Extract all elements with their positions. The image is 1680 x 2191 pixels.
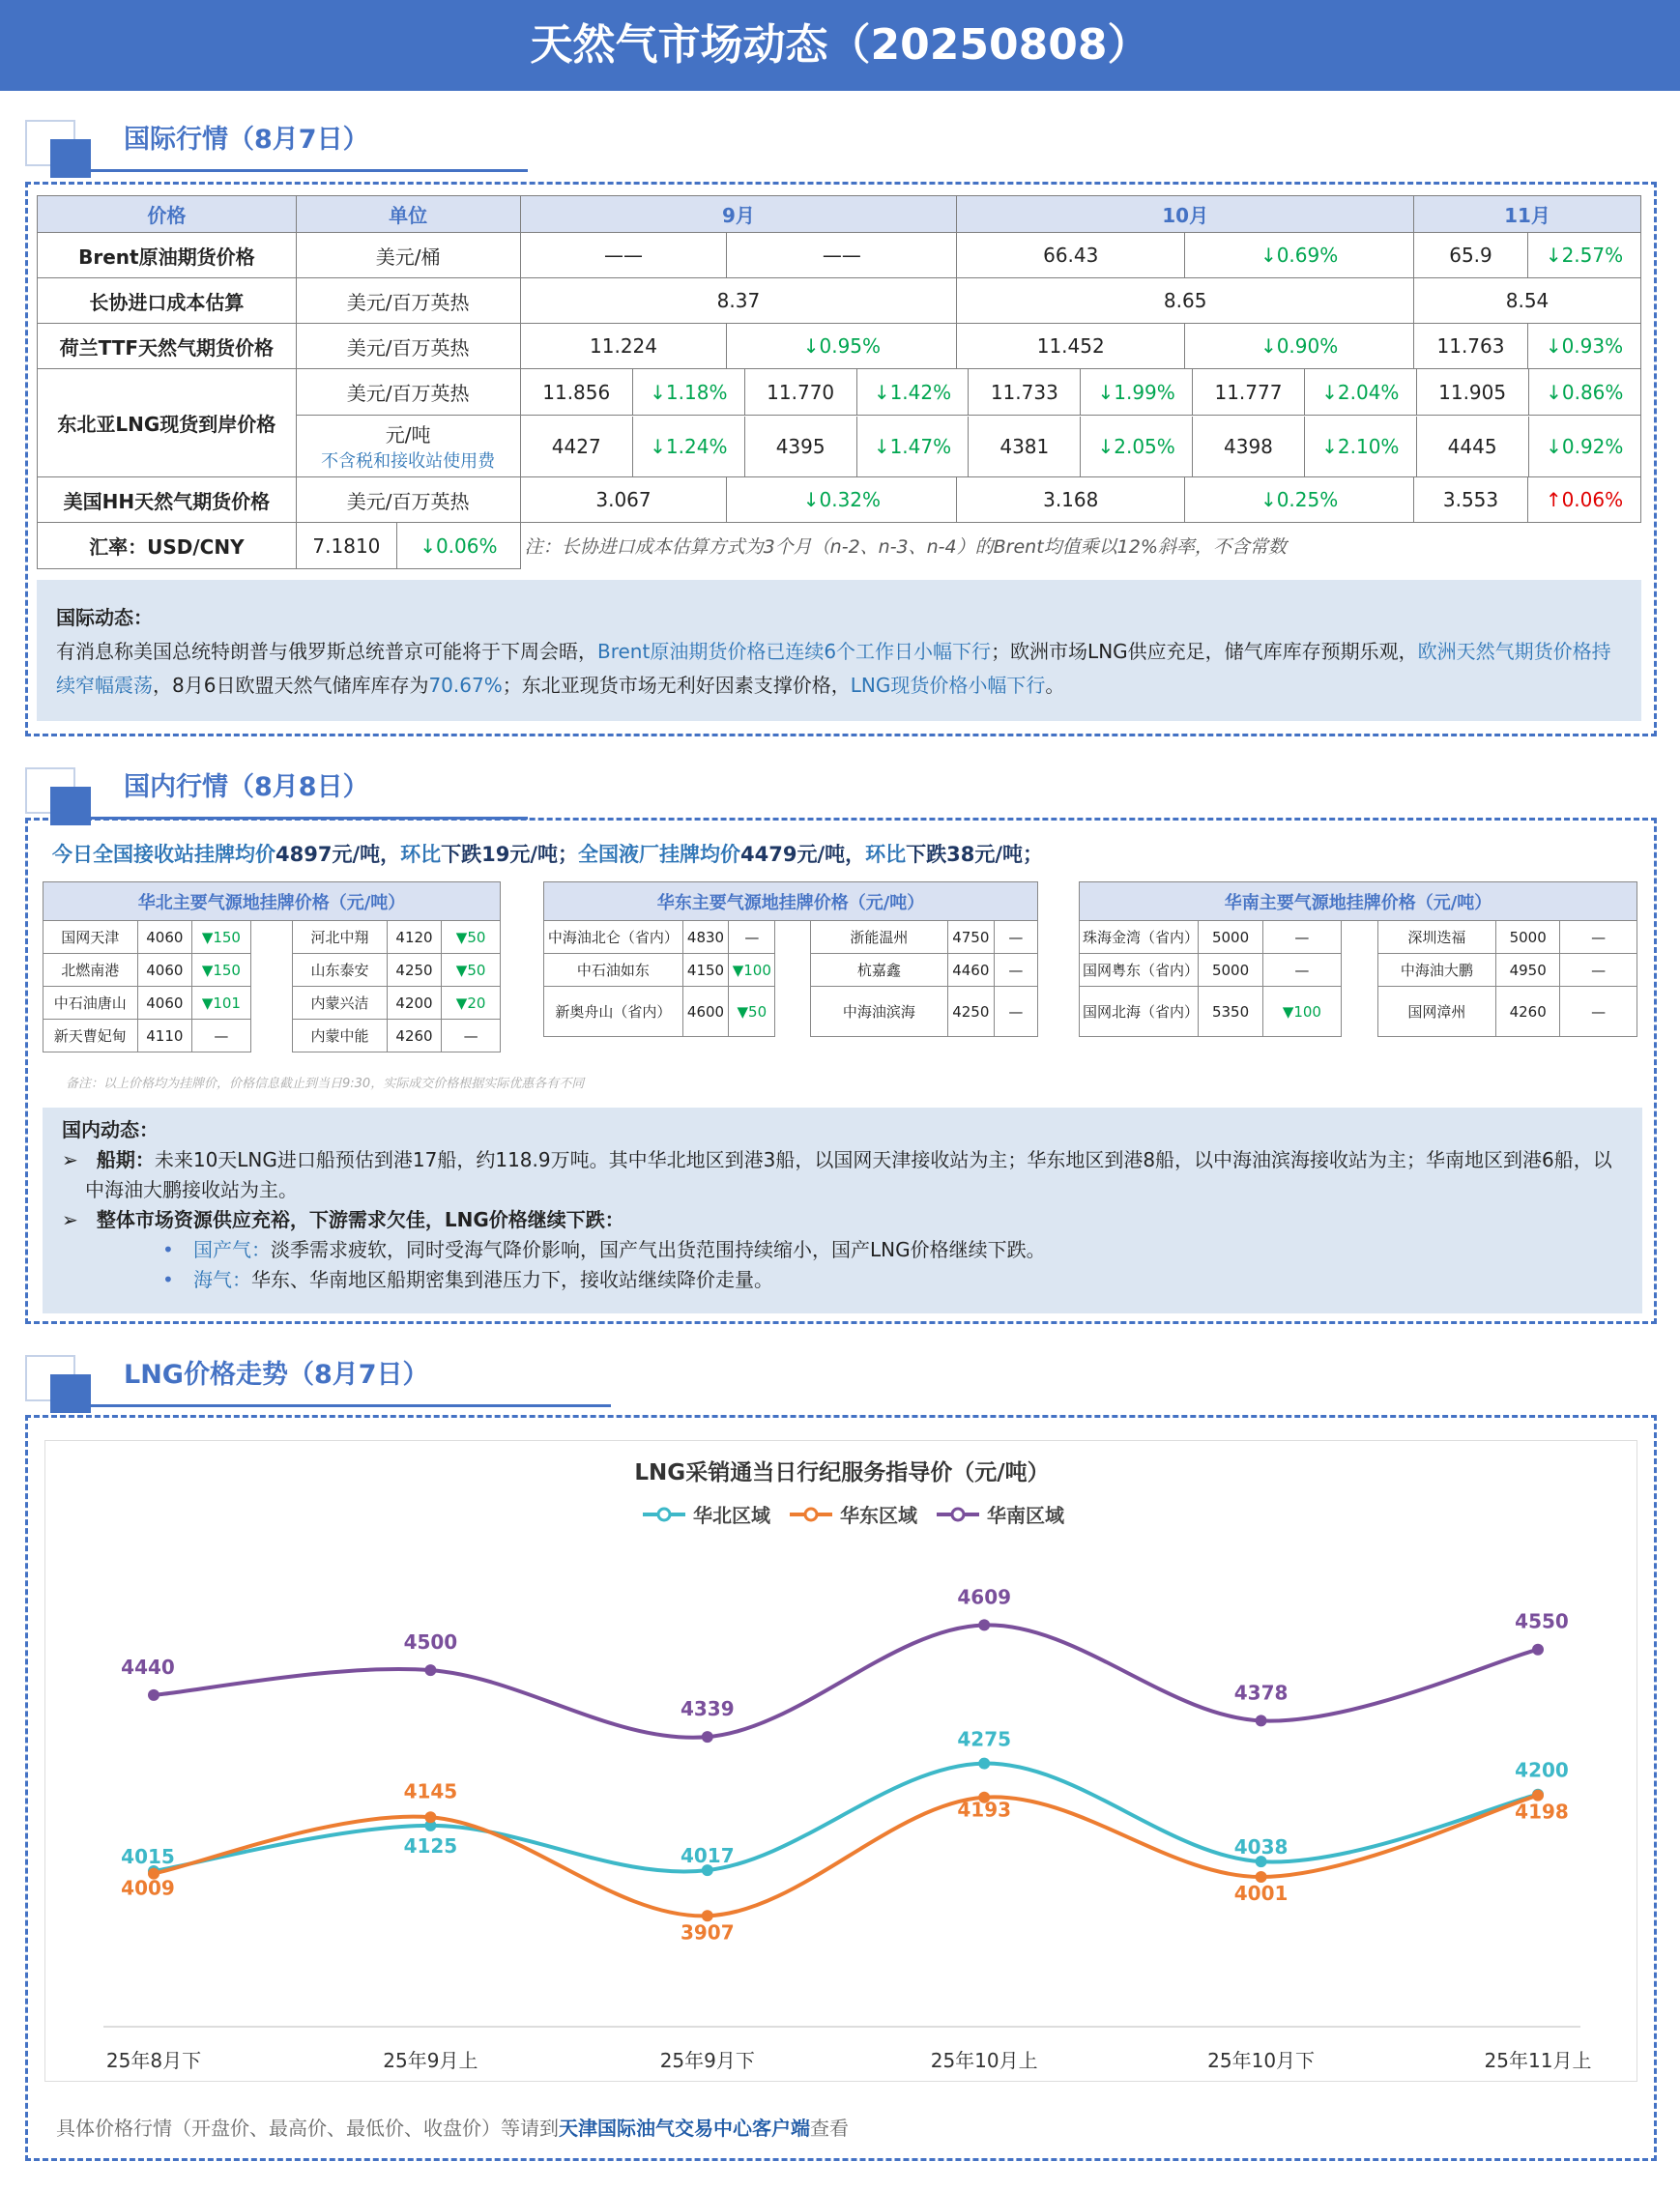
table-gap	[1342, 921, 1378, 954]
source-price: 4110	[137, 1020, 191, 1052]
text: 4897元/吨，	[275, 843, 401, 866]
source-name: 国网粤东（省内）	[1080, 954, 1199, 987]
table-row	[38, 477, 1641, 523]
source-name: 浙能温州	[810, 921, 947, 954]
row-unit	[296, 416, 520, 477]
table-row	[38, 369, 1641, 416]
sub-text: 淡季需求疲软，同时受海气降价影响，国产气出货范围持续缩小，国产LNG价格继续下跌。	[271, 1238, 1046, 1261]
source-change: ▼150	[192, 921, 251, 954]
table-row	[43, 1020, 501, 1052]
list-item	[62, 1235, 1623, 1265]
col-header-sep: 9月	[520, 196, 957, 233]
cell-change: ↓0.90%	[1185, 324, 1414, 369]
table-gap	[775, 987, 811, 1037]
list-item	[62, 1145, 1623, 1205]
legend-marker-2	[952, 1509, 964, 1520]
section-title-dom: 国内行情（8月8日）	[124, 772, 369, 802]
cell-value: 11.856	[521, 369, 633, 415]
text: ；东北亚现货市场无利好因素支撑价格，	[502, 674, 851, 697]
text: 有消息称美国总统特朗普与俄罗斯总统普京可能将于下周会晤，	[56, 640, 597, 663]
cell-change: ↓1.24%	[632, 417, 744, 476]
text: 全国液厂挂牌均价	[578, 843, 741, 866]
row-name: 荷兰TTF天然气期货价格	[38, 324, 297, 369]
table-row	[43, 987, 501, 1020]
source-name: 北燃南港	[43, 954, 138, 987]
source-change: ▼20	[442, 987, 501, 1020]
bullet-head: 船期：	[96, 1148, 155, 1171]
row-name: 长协进口成本估算	[38, 278, 297, 324]
table-note: 注：长协进口成本估算方式为3个月（n-2、n-3、n-4）的Brent均值乘以12%斜率，不含常数	[524, 536, 1287, 559]
cell-value: 4395	[744, 417, 856, 476]
dom-summary	[52, 839, 1043, 868]
cell-value: 8.54	[1414, 278, 1641, 324]
table-title: 华南主要气源地挂牌价格（元/吨）	[1080, 882, 1637, 921]
highlight: Brent原油期货价格已连续6个工作日小幅下行	[597, 640, 992, 663]
unit-cny: 元/吨	[385, 423, 431, 447]
data-label: 4440	[121, 1655, 175, 1679]
source-name: 中海油北仑（省内）	[544, 921, 683, 954]
table-row	[43, 921, 501, 954]
sub-text: 华东、华南地区船期密集到港压力下，接收站继续降价走量。	[251, 1268, 773, 1291]
series-line-0	[154, 1764, 1538, 1872]
source-price: 4060	[137, 954, 191, 987]
x-tick-label: 25年10月上	[930, 2049, 1038, 2072]
source-change: ▼50	[442, 954, 501, 987]
source-change: ▼50	[729, 987, 775, 1037]
table-gap	[1342, 954, 1378, 987]
cell-value: 3.168	[957, 477, 1185, 523]
list-item	[62, 1265, 1623, 1295]
source-price: 4750	[947, 921, 994, 954]
source-name: 山东泰安	[293, 954, 388, 987]
text: 环比	[400, 843, 442, 866]
lng-usd-cells	[520, 369, 1640, 416]
cell-value: 66.43	[957, 233, 1185, 278]
data-label: 4378	[1233, 1681, 1289, 1705]
text: 环比	[865, 843, 907, 866]
footer-note	[56, 2113, 849, 2141]
data-point	[148, 1689, 159, 1701]
cell-change: ↓0.86%	[1546, 380, 1624, 404]
source-price: 5000	[1199, 954, 1262, 987]
source-price: 4200	[387, 987, 441, 1020]
cell-value: 11.763	[1414, 324, 1528, 369]
source-change: ▼150	[192, 954, 251, 987]
legend-label-0: 华北区域	[693, 1504, 770, 1527]
south-price-table	[1079, 881, 1637, 1037]
table-row	[1080, 954, 1637, 987]
cell-value: 11.905	[1416, 369, 1528, 415]
x-tick-label: 25年11月上	[1484, 2049, 1592, 2072]
data-point	[978, 1619, 990, 1630]
section-underline	[50, 169, 528, 172]
cell-change: ↓2.10%	[1304, 417, 1416, 476]
legend-label-2: 华南区域	[987, 1504, 1064, 1527]
price-memo: 备注：以上价格均为挂牌价，价格信息截止到当日9:30，实际成交价格根据实际优惠各有不同	[66, 1077, 585, 1091]
table-gap	[775, 921, 811, 954]
data-label: 4275	[957, 1727, 1012, 1751]
table-gap	[250, 1020, 292, 1052]
source-price: 5000	[1496, 921, 1560, 954]
list-item	[62, 1205, 1623, 1235]
source-price: 4260	[1496, 987, 1560, 1037]
chart-title: LNG采销通当日行纪服务指导价（元/吨）	[634, 1460, 1050, 1485]
source-change: ▼100	[729, 954, 775, 987]
row-unit: 美元/百万英热	[296, 324, 520, 369]
cell-value: 8.65	[957, 278, 1414, 324]
x-tick-label: 25年8月下	[105, 2049, 202, 2072]
arrow-icon: ➢	[62, 1148, 78, 1171]
source-change: —	[994, 921, 1037, 954]
cell-change: ↓2.57%	[1527, 233, 1640, 278]
x-tick-label: 25年9月下	[659, 2049, 755, 2072]
source-name: 珠海金湾（省内）	[1080, 921, 1199, 954]
cell-value: 11.733	[969, 369, 1081, 415]
cell-change: ↓1.99%	[1081, 369, 1193, 415]
source-name: 国网天津	[43, 921, 138, 954]
sub-head: 国产气：	[193, 1238, 271, 1261]
source-price: 4150	[682, 954, 729, 987]
east-price-table	[543, 881, 1038, 1037]
section-title-intl: 国际行情（8月7日）	[124, 125, 369, 155]
text: 。	[1045, 674, 1065, 697]
cell-change: ↓0.93%	[1527, 324, 1640, 369]
data-label: 4193	[957, 1798, 1012, 1822]
cell-value: 11.770	[744, 369, 856, 415]
text: ；欧洲市场LNG供应充足，储气库库存预期乐观，	[991, 640, 1418, 663]
cell-value: 4427	[521, 417, 633, 476]
data-point	[424, 1664, 436, 1676]
source-name: 中海油大鹏	[1377, 954, 1495, 987]
x-tick-label: 25年10月下	[1207, 2049, 1316, 2072]
cell-change: ↓0.95%	[727, 324, 957, 369]
source-change: —	[729, 921, 775, 954]
source-name: 新奥舟山（省内）	[544, 987, 683, 1037]
arrow-icon: ➢	[62, 1208, 78, 1231]
cell-value: 65.9	[1414, 233, 1528, 278]
col-header-unit: 单位	[296, 196, 520, 233]
section-deco-square-filled	[50, 1374, 91, 1413]
data-label: 4200	[1515, 1758, 1569, 1782]
x-tick-label: 25年9月上	[383, 2049, 478, 2072]
cell-value: 4381	[969, 417, 1081, 476]
data-label: 4038	[1233, 1835, 1289, 1859]
section-title-trend: LNG价格走势（8月7日）	[124, 1360, 429, 1390]
north-price-table	[43, 881, 501, 1052]
source-price: 5350	[1199, 987, 1262, 1037]
data-label: 3907	[680, 1920, 735, 1945]
intl-dyn-text	[56, 635, 1622, 703]
data-label: 4500	[403, 1630, 458, 1655]
dom-dynamics	[43, 1108, 1642, 1313]
highlight: 70.67%	[428, 674, 503, 697]
source-name: 中海油滨海	[810, 987, 947, 1037]
cell-change: ↓0.32%	[727, 477, 957, 523]
highlight: LNG现货价格小幅下行	[850, 674, 1046, 697]
source-price: 4120	[387, 921, 441, 954]
table-row	[43, 954, 501, 987]
cell-value: 4398	[1193, 417, 1305, 476]
source-change: ▼101	[192, 987, 251, 1020]
cell-change: ↓1.18%	[632, 369, 744, 415]
table-gap	[775, 954, 811, 987]
source-price: 4600	[682, 987, 729, 1037]
source-price: 4260	[387, 1020, 441, 1052]
data-label: 4198	[1515, 1800, 1569, 1824]
source-change: —	[1560, 954, 1637, 987]
series-line-2	[154, 1625, 1538, 1737]
source-name: 中石油唐山	[43, 987, 138, 1020]
bullet-dot-icon: •	[162, 1268, 174, 1291]
data-point	[978, 1758, 990, 1770]
cell-change: ↓0.25%	[1185, 477, 1414, 523]
cell-change: ↓1.42%	[856, 369, 969, 415]
table-row	[38, 278, 1641, 324]
page-title: 天然气市场动态（20250808）	[0, 0, 1680, 91]
source-change: —	[994, 987, 1037, 1037]
dom-dyn-title: 国内动态：	[62, 1118, 159, 1141]
source-price: 4060	[137, 987, 191, 1020]
table-row	[544, 954, 1038, 987]
cell-value: 11.452	[957, 324, 1185, 369]
data-point	[424, 1811, 436, 1823]
source-name: 内蒙中能	[293, 1020, 388, 1052]
source-price: 4250	[947, 987, 994, 1037]
table-row	[1080, 987, 1637, 1037]
text: 今日全国接收站挂牌均价	[52, 843, 275, 866]
col-header-nov: 11月	[1414, 196, 1641, 233]
source-change: —	[1262, 954, 1341, 987]
cell-value: ——	[520, 233, 727, 278]
table-row	[38, 324, 1641, 369]
text: 下跌38元/吨；	[906, 843, 1044, 866]
table-row	[1080, 921, 1637, 954]
data-point	[1532, 1644, 1544, 1656]
source-change: ▼50	[442, 921, 501, 954]
data-point	[1256, 1715, 1267, 1726]
source-price: 5000	[1199, 921, 1262, 954]
data-label: 4145	[403, 1779, 458, 1803]
intl-price-table	[37, 195, 1641, 569]
source-price: 4950	[1496, 954, 1560, 987]
source-change: —	[1560, 987, 1637, 1037]
fx-cells	[296, 523, 520, 569]
cell-change: ↓1.47%	[856, 417, 969, 476]
source-name: 内蒙兴洁	[293, 987, 388, 1020]
source-name: 河北中翔	[293, 921, 388, 954]
legend-label-1: 华东区域	[840, 1504, 917, 1527]
source-name: 新天曹妃甸	[43, 1020, 138, 1052]
data-label: 4015	[121, 1845, 175, 1868]
table-row	[544, 921, 1038, 954]
text: 下跌19元/吨；	[441, 843, 579, 866]
bullet-head: 整体市场资源供应充裕，下游需求欠佳，LNG价格继续下跌：	[96, 1208, 624, 1231]
source-change: —	[442, 1020, 501, 1052]
cell-value: 8.37	[520, 278, 957, 324]
section-deco-square-filled	[50, 139, 91, 178]
data-label: 4125	[403, 1833, 458, 1858]
table-row	[544, 987, 1038, 1037]
table-gap	[250, 987, 292, 1020]
row-name: 东北亚LNG现货到岸价格	[38, 369, 297, 477]
legend-marker-1	[805, 1509, 817, 1520]
source-name: 深圳迭福	[1377, 921, 1495, 954]
source-name: 中石油如东	[544, 954, 683, 987]
source-price: 4460	[947, 954, 994, 987]
data-label: 4339	[680, 1697, 735, 1721]
source-price: 4250	[387, 954, 441, 987]
cell-change: ↓0.92%	[1546, 434, 1624, 458]
data-label: 4017	[680, 1844, 735, 1868]
source-price: 4060	[137, 921, 191, 954]
cell-change: ↓2.05%	[1081, 417, 1193, 476]
source-name: 国网漳州	[1377, 987, 1495, 1037]
source-price: 4830	[682, 921, 729, 954]
chart-frame	[44, 1440, 1637, 2082]
lng-cny-cells	[520, 416, 1640, 477]
source-change: —	[994, 954, 1037, 987]
cell-value: 3.067	[520, 477, 727, 523]
row-unit: 美元/百万英热	[296, 369, 520, 416]
client-link[interactable]: 天津国际油气交易中心客户端	[559, 2117, 810, 2140]
highlight: 欧洲天然气期货价格持续窄幅震荡	[56, 640, 1611, 697]
cell-value: 3.553	[1414, 477, 1528, 523]
source-change: —	[1262, 921, 1341, 954]
intl-dynamics	[37, 580, 1641, 721]
table-row	[38, 233, 1641, 278]
col-header-oct: 10月	[957, 196, 1414, 233]
source-change: —	[192, 1020, 251, 1052]
data-point	[702, 1731, 713, 1743]
bullet-dot-icon: •	[162, 1238, 174, 1261]
cell-value: 11.224	[520, 324, 727, 369]
text: 具体价格行情（开盘价、最高价、最低价、收盘价）等请到	[56, 2117, 559, 2140]
cell-change: ↓0.69%	[1185, 233, 1414, 278]
table-header-row	[38, 196, 1641, 233]
row-unit: 美元/百万英热	[296, 278, 520, 324]
table-title: 华东主要气源地挂牌价格（元/吨）	[544, 882, 1038, 921]
sub-head: 海气：	[193, 1268, 251, 1291]
lng-price-chart	[45, 1441, 1638, 2083]
row-unit: 美元/桶	[296, 233, 520, 278]
legend-marker-0	[658, 1509, 670, 1520]
cell-change: ↓2.04%	[1304, 369, 1416, 415]
row-unit: 美元/百万英热	[296, 477, 520, 523]
data-label: 4609	[957, 1585, 1012, 1609]
table-gap	[1342, 987, 1378, 1037]
cell-value: 4445	[1416, 417, 1528, 476]
row-name: Brent原油期货价格	[38, 233, 297, 278]
row-name: 美国HH天然气期货价格	[38, 477, 297, 523]
text: 查看	[810, 2117, 849, 2140]
fx-value: 7.1810	[297, 523, 397, 568]
col-header-price: 价格	[38, 196, 297, 233]
source-name: 杭嘉鑫	[810, 954, 947, 987]
data-label: 4001	[1233, 1882, 1289, 1905]
row-name: 汇率：USD/CNY	[38, 523, 297, 569]
unit-note: 不含税和接收站使用费	[321, 451, 496, 472]
text: ，8月6日欧盟天然气储库库存为	[153, 674, 429, 697]
cell-value: 11.777	[1193, 369, 1305, 415]
table-gap	[250, 921, 292, 954]
data-label: 4550	[1515, 1609, 1569, 1633]
cell-change: ↑0.06%	[1527, 477, 1640, 523]
table-title: 华北主要气源地挂牌价格（元/吨）	[43, 882, 501, 921]
source-change: ▼100	[1262, 987, 1341, 1037]
table-gap	[250, 954, 292, 987]
section-underline	[50, 1404, 611, 1407]
text: 4479元/吨，	[740, 843, 866, 866]
source-change: —	[1560, 921, 1637, 954]
bullet-text: 未来10天LNG进口船预估到港17船，约118.9万吨。其中华北地区到港3船，以国网天津接收站为主；华东地区到港8船，以中海油滨海接收站为主；华南地区到港6船，以中海油大鹏接收站为主。	[85, 1148, 1612, 1201]
table-row	[38, 523, 1641, 569]
intl-dyn-title: 国际动态：	[56, 606, 153, 629]
cell-change: ——	[727, 233, 957, 278]
source-name: 国网北海（省内）	[1080, 987, 1199, 1037]
fx-change: ↓0.06%	[420, 533, 498, 558]
data-label: 4009	[121, 1876, 175, 1900]
